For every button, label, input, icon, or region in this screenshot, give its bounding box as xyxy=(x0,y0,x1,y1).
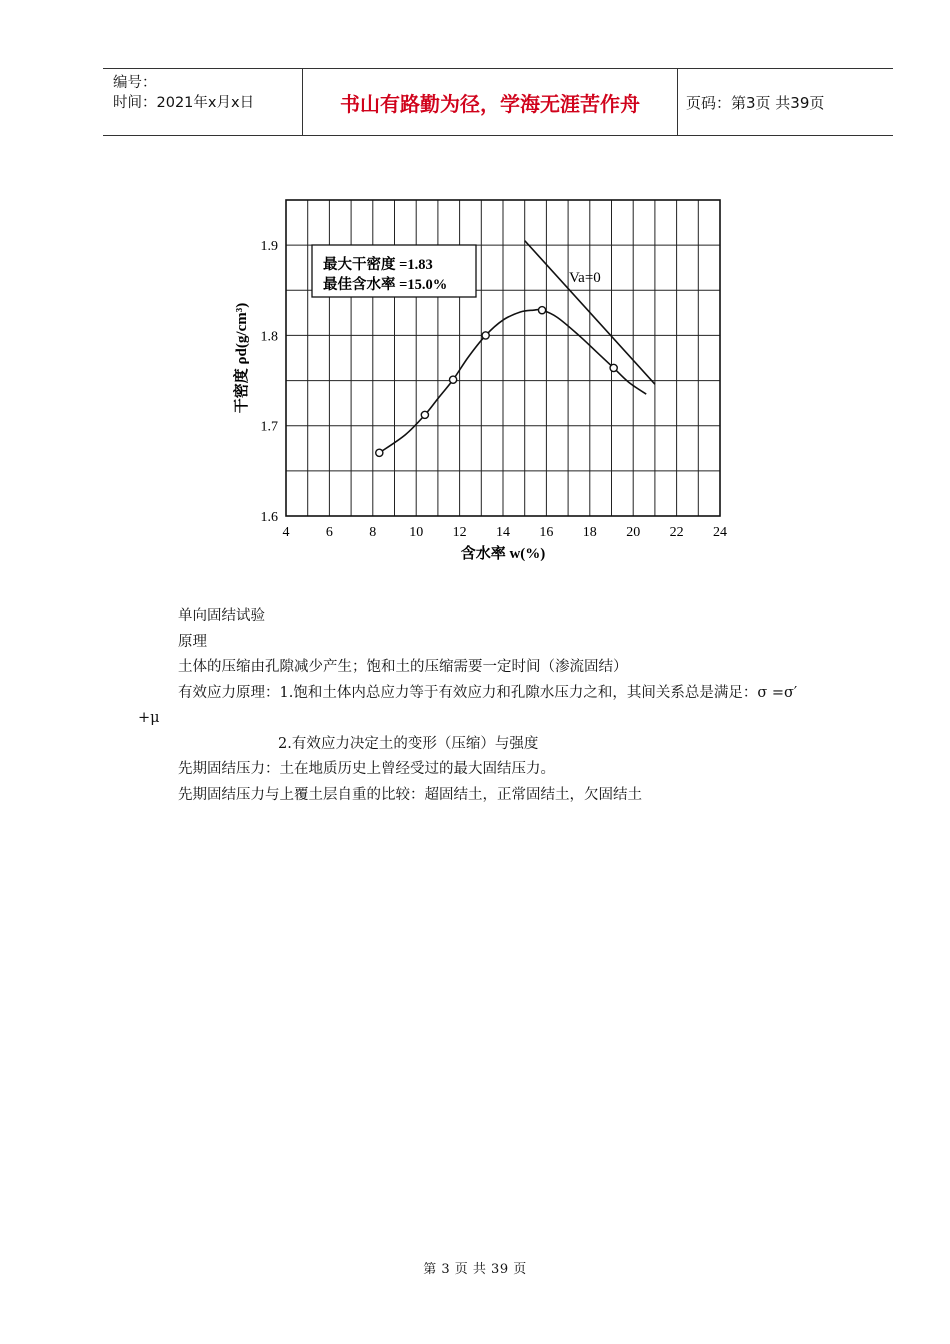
x-tick-label: 16 xyxy=(539,525,554,540)
paragraph: 先期固结压力与上覆土层自重的比较：超固结土，正常固结土，欠固结土 xyxy=(178,786,642,803)
body-text xyxy=(138,604,878,808)
x-tick-label: 8 xyxy=(369,525,377,540)
x-axis-label: 含水率 w(%) xyxy=(460,546,546,562)
annotation-text: 最大干密度 =1.83 xyxy=(323,257,433,273)
page-header xyxy=(103,68,893,136)
x-tick-label: 14 xyxy=(496,525,510,540)
x-tick-label: 20 xyxy=(626,525,641,540)
x-tick-label: 12 xyxy=(452,525,467,540)
page-footer: 第 3 页 共 39 页 xyxy=(423,1262,527,1277)
data-point-marker xyxy=(610,364,617,371)
paragraph-continuation: +μ xyxy=(138,710,160,726)
paragraph: 2.有效应力决定土的变形（压缩）与强度 xyxy=(278,735,539,752)
chart-svg xyxy=(225,190,735,570)
x-tick-label: 6 xyxy=(325,525,333,540)
header-info-cell xyxy=(103,69,303,135)
subsection-title: 原理 xyxy=(178,633,207,650)
annotation-text: 最佳含水率 =15.0% xyxy=(323,277,448,293)
page-label: 页码：第3页 共39页 xyxy=(686,93,825,112)
saturation-line-label: Va=0 xyxy=(569,270,601,286)
y-axis-label: 干密度 ρd(g/cm³) xyxy=(234,302,250,414)
y-tick-label: 1.9 xyxy=(260,239,278,255)
paragraph: 先期固结压力：土在地质历史上曾经受过的最大固结压力。 xyxy=(178,761,555,777)
x-tick-label: 4 xyxy=(282,525,290,540)
paragraph: 有效应力原理：1.饱和土体内总应力等于有效应力和孔隙水压力之和，其间关系总是满足：σ =σ′ xyxy=(178,684,798,701)
x-tick-label: 10 xyxy=(409,525,424,540)
x-tick-label: 22 xyxy=(669,525,684,540)
data-point-marker xyxy=(421,411,428,418)
date-label: 时间：2021年x月x日 xyxy=(113,95,255,111)
y-tick-label: 1.6 xyxy=(260,510,278,525)
y-tick-label: 1.7 xyxy=(260,419,278,435)
data-point-marker xyxy=(482,332,489,339)
number-label: 编号： xyxy=(113,75,157,91)
x-tick-label: 24 xyxy=(713,525,727,540)
motto: 书山有路勤为径，学海无涯苦作舟 xyxy=(303,69,678,135)
data-point-marker xyxy=(538,307,545,314)
y-tick-label: 1.8 xyxy=(260,329,278,345)
compaction-chart xyxy=(225,190,735,570)
paragraph: 土体的压缩由孔隙减少产生；饱和土的压缩需要一定时间（渗流固结） xyxy=(178,659,628,675)
x-tick-label: 18 xyxy=(582,525,597,540)
data-point-marker xyxy=(376,449,383,456)
section-title: 单向固结试验 xyxy=(178,608,265,624)
data-point-marker xyxy=(449,376,456,383)
